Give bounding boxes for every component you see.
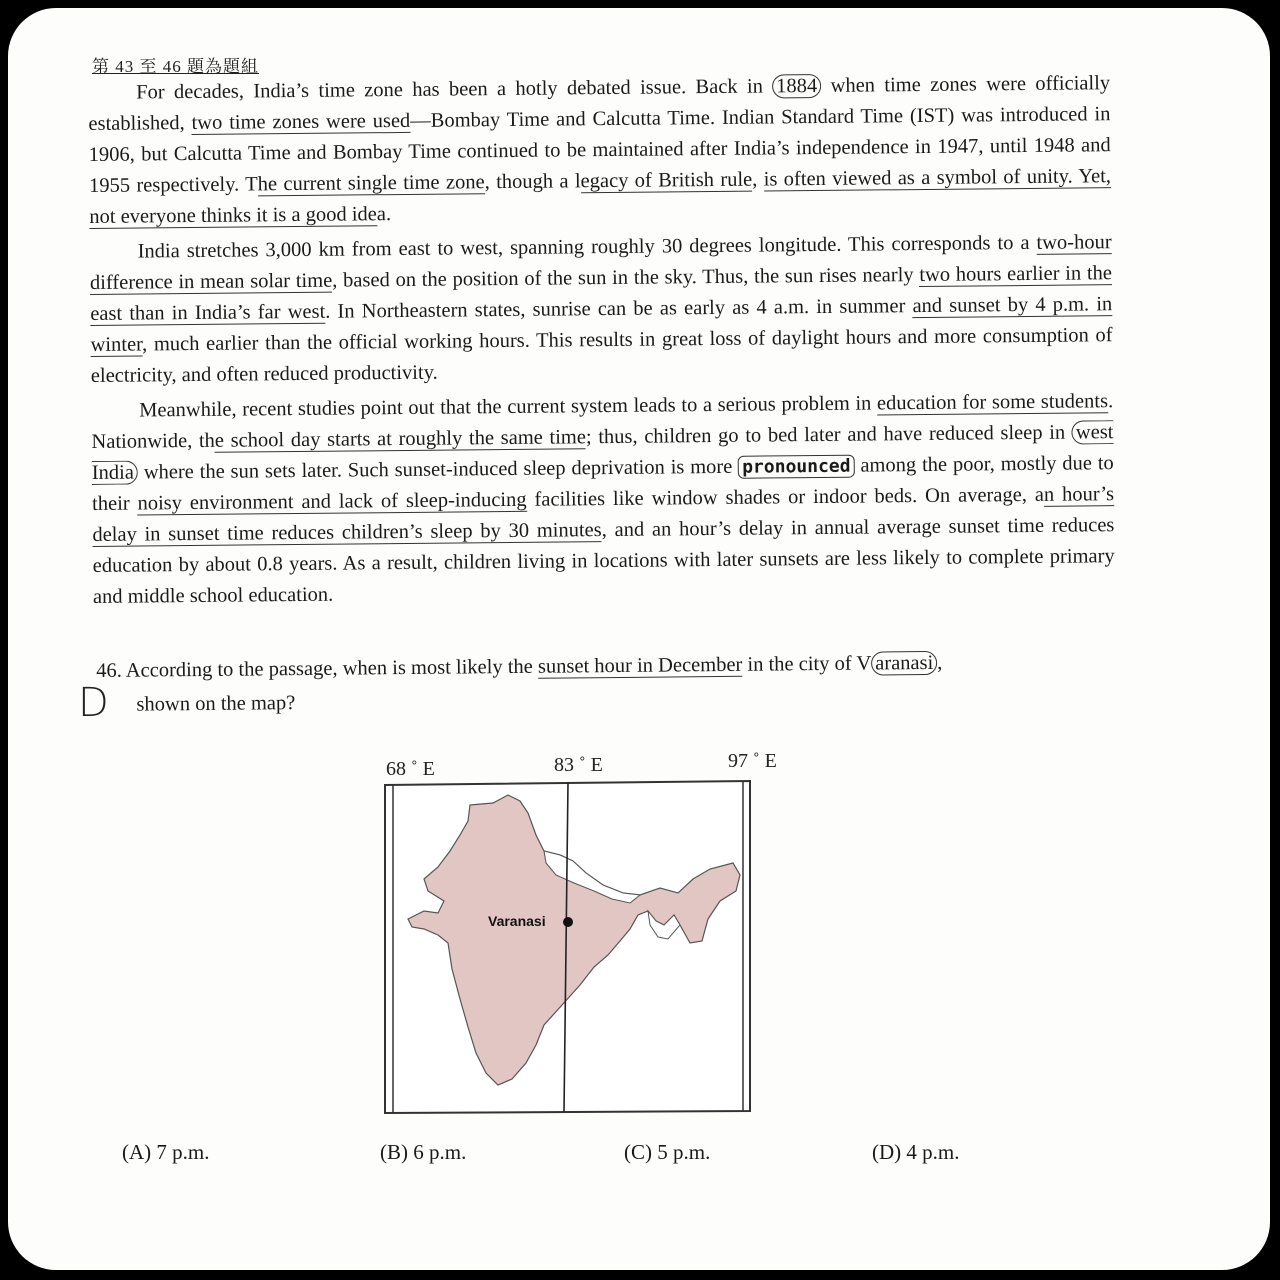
underlined-text: two-hour difference in mean solar time: [89, 231, 1112, 294]
underlined-text: two hours earlier in the east than in India’s far west: [90, 262, 1113, 325]
text: For decades, India’s time zone has been a hotly debated issue. Back in: [136, 75, 773, 104]
text: ,: [937, 651, 943, 674]
option-c[interactable]: (C) 5 p.m.: [624, 1140, 711, 1164]
paragraph-3: [91, 386, 1115, 608]
underlined-text: and sunset by 4 p.m. in winter: [90, 293, 1113, 356]
longitude-label-97e: 97 ˚ E: [728, 750, 777, 772]
option-b[interactable]: (B) 6 p.m.: [380, 1140, 467, 1164]
text: , though a l: [484, 170, 581, 194]
underlined-text: two time zones were used: [191, 109, 411, 135]
underlined-text: e school day starts at roughly the same time: [214, 426, 587, 452]
text: when time zones were officially established,: [88, 72, 1111, 135]
underlined-text: egacy of British rule: [580, 168, 753, 193]
longitude-label-68e: 68 ˚ E: [386, 758, 435, 780]
underlined-text: is often viewed as a symbol of unity. Yet, not everyone thinks it is a good ide: [89, 165, 1112, 228]
text: , much earlier than the official working hours. This results in great loss of daylight hours and more consumption of electricity, and often reduced productivity.: [90, 324, 1113, 387]
city-label-varanasi: Varanasi: [488, 913, 546, 929]
exam-sheet: [8, 8, 1270, 1270]
text: , based on the position of the sun in the sky. Thus, the sun rises nearly: [332, 264, 920, 292]
question-46: [96, 644, 1111, 722]
varanasi-marker: [563, 917, 573, 927]
underlined-text: sunset hour in December: [537, 653, 743, 678]
option-a[interactable]: (A) 7 p.m.: [122, 1140, 210, 1164]
text: , and an hour’s delay in annual average sunset time reduces education by about 0.8 years. As a result, children living in locations with later sunsets are less likely to complete primary and middle school education.: [92, 514, 1115, 608]
paragraph-1: [88, 68, 1111, 233]
text: . In Northeastern states, sunrise can be as early as 4 a.m. in summer: [325, 295, 913, 323]
map-figure: [368, 743, 798, 1123]
india-map: [368, 743, 798, 1123]
text: . Nationwide, th: [91, 390, 1114, 453]
option-d[interactable]: (D) 4 p.m.: [872, 1140, 960, 1164]
text: ; thus, children go to bed later and have reduced sleep in: [585, 421, 1072, 449]
underlined-text: education for some students: [876, 390, 1109, 415]
boxed-word: pronounced: [738, 455, 855, 479]
underlined-text: he current single time zone: [257, 171, 485, 196]
text: among the poor, mostly due to their: [91, 452, 1114, 515]
underlined-text: n hour’s delay in sunset time reduces children’s sleep by 30 minutes: [92, 483, 1115, 546]
text: Meanwhile, recent studies point out that the current system leads to a serious problem in: [139, 392, 878, 422]
text: in the city of V: [742, 652, 872, 676]
underlined-text: noisy environment and lack of sleep-inducing: [137, 488, 527, 515]
question-number: 46.: [96, 659, 122, 682]
text: —Bombay Time and Calcutta Time. Indian Standard Time (IST) was introduced in 1906, but Calcutta Time and Bombay Time continued to be maintained after India’s independence in 1947, until 1948 and 1955 respectively. T: [88, 103, 1111, 197]
text: a.: [376, 203, 392, 226]
section-header: 第 43 至 46 題為題組: [92, 57, 259, 76]
text: where the sun sets later. Such sunset-induced sleep deprivation is more: [137, 455, 739, 484]
text: According to the passage, when is most likely the: [125, 655, 539, 682]
question-line-2: shown on the map?: [136, 692, 296, 716]
text: India stretches 3,000 km from east to west, spanning roughly 30 degrees longitude. This corresponds to a: [137, 231, 1037, 263]
circled-text: west India: [91, 421, 1114, 484]
longitude-label-83e: 83 ˚ E: [554, 754, 603, 776]
circled-text: aranasi: [871, 651, 937, 676]
reading-passage: [88, 68, 1115, 608]
handwritten-answer: D: [78, 680, 109, 726]
paragraph-2: [90, 227, 1113, 392]
text: facilities like window shades or indoor beds. On average, a: [526, 483, 1044, 511]
circled-year: 1884: [772, 74, 821, 98]
text: ,: [752, 168, 764, 191]
